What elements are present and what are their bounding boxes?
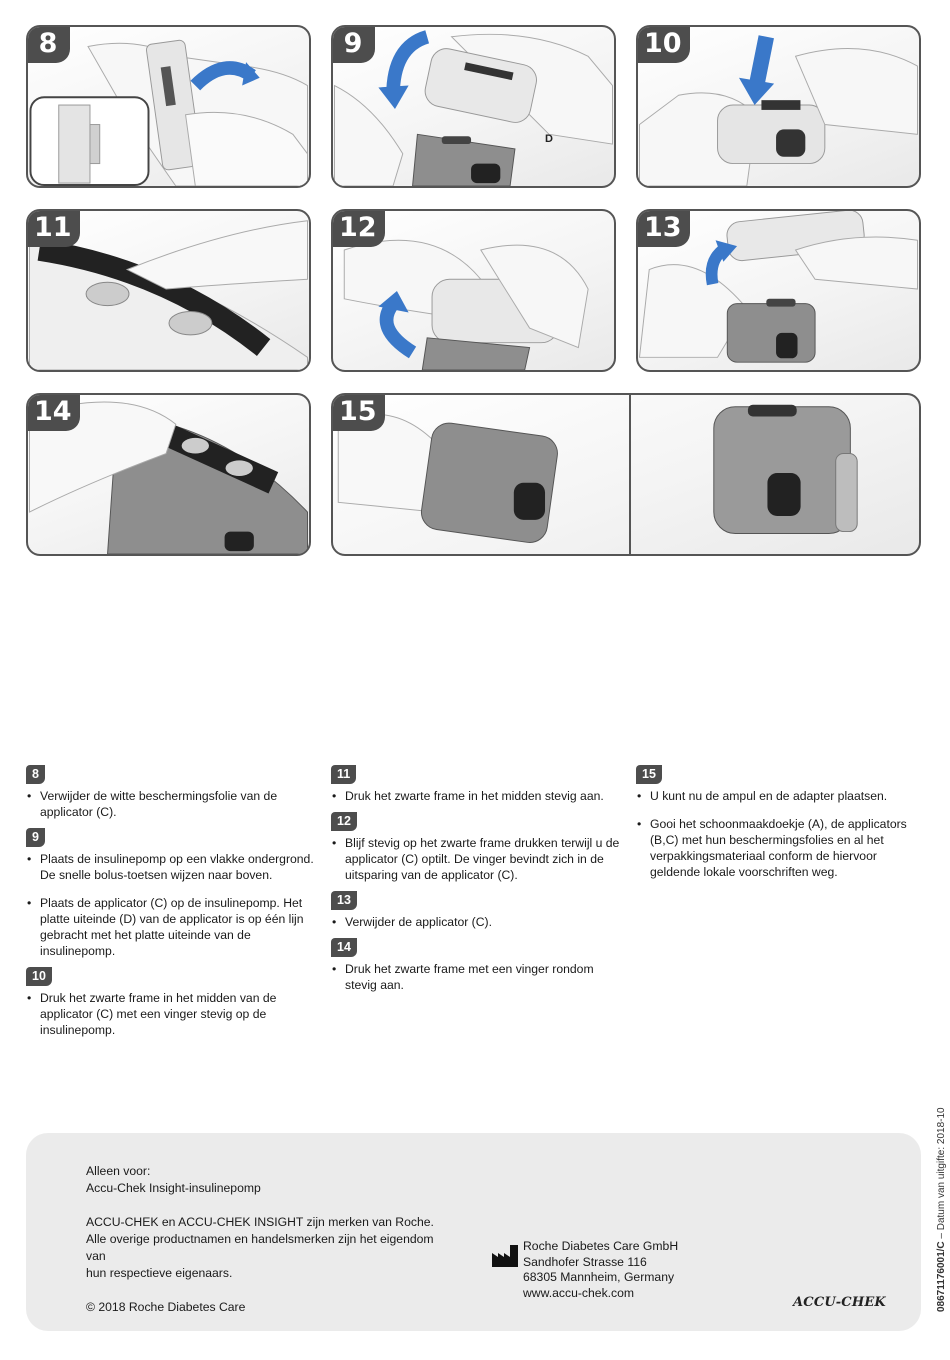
illustration-step-11 <box>26 209 311 372</box>
step-badge: 14 <box>26 393 80 431</box>
instruction-bullet: • Blijf stevig op het zwarte frame drukken terwijl u de applicator (C) optilt. De vinger bevindt zich in de uitsparing van de applicator (C). <box>331 835 621 883</box>
step-badge: 9 <box>331 25 375 63</box>
trademark-line: Alle overige productnamen en handelsmerken zijn het eigendom van <box>86 1232 434 1263</box>
instruction-step-8 <box>26 765 316 820</box>
issue-date: – Datum van uitgifte: 2018-10 <box>936 1107 947 1242</box>
illustration-step-15 <box>331 393 921 556</box>
instruction-bullet: • U kunt nu de ampul en de adapter plaatsen. <box>636 788 926 804</box>
document-number: 08671176001/C <box>936 1241 947 1312</box>
illustration-step-12 <box>331 209 616 372</box>
instructions-column-2 <box>331 765 621 1001</box>
illustration-step-8 <box>26 25 311 188</box>
step-number-badge: 14 <box>331 938 357 957</box>
trademark-line: ACCU-CHEK en ACCU-CHEK INSIGHT zijn merken van Roche. <box>86 1215 434 1229</box>
step-badge: 11 <box>26 209 80 247</box>
step-number-badge: 9 <box>26 828 45 847</box>
step-badge: 12 <box>331 209 385 247</box>
instructions-column-1 <box>26 765 316 1046</box>
instruction-bullet: • Druk het zwarte frame in het midden van de applicator (C) met een vinger stevig op de insulinepomp. <box>26 990 316 1038</box>
city: 68305 Mannheim, Germany <box>523 1270 675 1284</box>
company-name: Roche Diabetes Care GmbH <box>523 1239 679 1253</box>
instruction-step-13 <box>331 891 621 930</box>
step-number-badge: 13 <box>331 891 357 910</box>
manufacturer-icon <box>492 1245 518 1267</box>
hand-peel-illustration <box>28 27 309 186</box>
website-link[interactable]: www.accu-chek.com <box>523 1285 635 1300</box>
instructions-column-3 <box>636 765 926 888</box>
copyright: © 2018 Roche Diabetes Care <box>86 1300 246 1314</box>
part-label-d: D <box>545 133 553 145</box>
instruction-step-9 <box>26 828 316 959</box>
instruction-bullet: • Verwijder de applicator (C). <box>331 914 621 930</box>
instruction-bullet: • Druk het zwarte frame met een vinger rondom stevig aan. <box>331 961 621 993</box>
instruction-step-10 <box>26 967 316 1038</box>
only-for-label: Alleen voor: <box>86 1164 151 1178</box>
instruction-step-11 <box>331 765 621 804</box>
instruction-bullet: • Verwijder de witte beschermingsfolie van de applicator (C). <box>26 788 316 820</box>
instruction-step-14 <box>331 938 621 993</box>
instruction-bullet: • Plaats de insulinepomp op een vlakke ondergrond. De snelle bolus-toetsen wijzen naar boven. <box>26 851 316 883</box>
footer-legal-text <box>86 1163 446 1333</box>
step-number-badge: 10 <box>26 967 52 986</box>
manufacturer-address <box>523 1239 678 1301</box>
instruction-step-15 <box>636 765 926 880</box>
illustration-step-14 <box>26 393 311 556</box>
instruction-step-12 <box>331 812 621 883</box>
product-name: Accu-Chek Insight-insulinepomp <box>86 1181 261 1195</box>
trademark-line: hun respectieve eigenaars. <box>86 1266 233 1280</box>
instruction-bullet: • Druk het zwarte frame in het midden stevig aan. <box>331 788 621 804</box>
step-badge: 10 <box>636 25 690 63</box>
illustration-step-13 <box>636 209 921 372</box>
step-badge: 13 <box>636 209 690 247</box>
instruction-bullet: • Plaats de applicator (C) op de insulinepomp. Het platte uiteinde (D) van de applicator is op één lijn gebracht met het platte uiteinde van de insulinepomp. <box>26 895 316 959</box>
illustration-step-9 <box>331 25 616 188</box>
footer-box <box>26 1133 921 1331</box>
step-badge: 8 <box>26 25 70 63</box>
document-number-vertical <box>936 1107 947 1312</box>
pump-ready-illustration <box>333 395 919 554</box>
instruction-bullet: • Gooi het schoonmaakdoekje (A), de applicators (B,C) met hun beschermingsfolies en al het verpakkingsmateriaal conform de hiervoor geldende lokale voorschriften weg. <box>636 816 926 880</box>
street: Sandhofer Strasse 116 <box>523 1254 647 1269</box>
accu-chek-logo: ACCU-CHEK <box>793 1295 886 1310</box>
step-badge: 15 <box>331 393 385 431</box>
panel-divider <box>629 395 631 554</box>
step-number-badge: 15 <box>636 765 662 784</box>
step-number-badge: 11 <box>331 765 356 784</box>
step-number-badge: 12 <box>331 812 357 831</box>
applicator-placement-illustration <box>333 27 614 186</box>
illustration-step-10 <box>636 25 921 188</box>
step-number-badge: 8 <box>26 765 45 784</box>
